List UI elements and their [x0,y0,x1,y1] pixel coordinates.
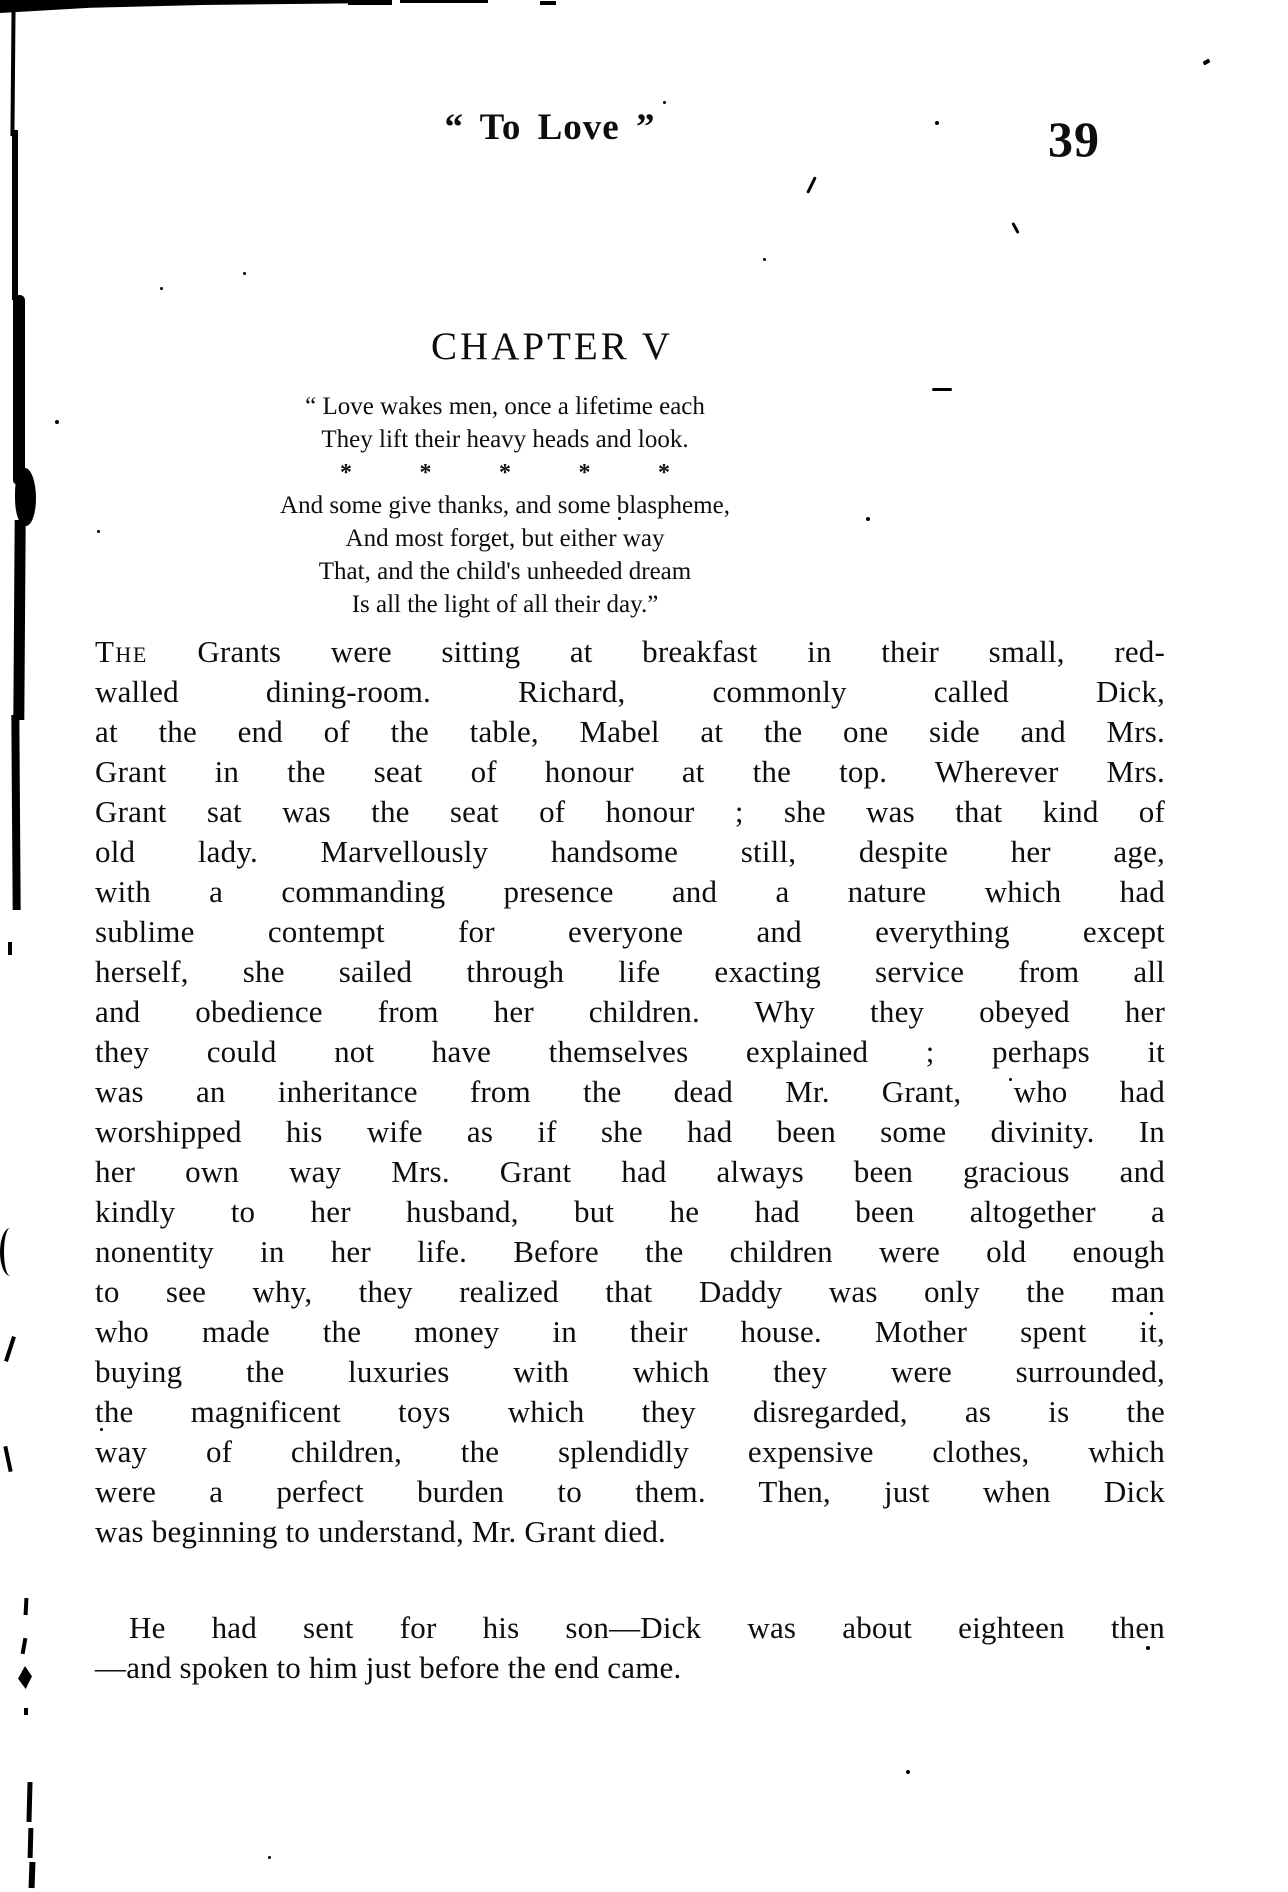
text-line: worshipped his wife as if she had been some divinity. In [95,1114,1165,1149]
scan-speck [243,272,246,275]
page-number: 39 [1048,111,1100,167]
scan-speck [906,1770,910,1774]
body-text [95,632,1165,1688]
scan-artifact-left-edge [12,130,18,300]
text-line: was an inheritance from the dead Mr. Grant, who had [95,1074,1165,1109]
asterisk: * [658,459,670,486]
scan-speck [763,258,766,261]
epigraph-stanza-2 [235,489,775,621]
epigraph-line: “ Love wakes men, once a lifetime each [305,393,705,420]
text-line: sublime contempt for everyone and everything except [95,914,1165,949]
scan-artifact-top-dash [540,1,556,5]
asterisk: * [578,459,591,486]
text-line-rest: Grants were sitting at breakfast in their small, red- [147,634,1165,669]
scan-artifact-left-edge [0,1228,17,1276]
epigraph-line: And some give thanks, and some blaspheme, [280,492,730,519]
scan-speck [97,530,100,533]
asterisk: * [419,459,432,486]
scan-speck [866,517,870,521]
text-line: Grant in the seat of honour at the top. Wherever Mrs. [95,754,1165,789]
asterisk: * [340,459,352,486]
scan-artifact-left-edge [3,1446,12,1472]
scan-speck [55,420,59,424]
scan-artifact-top-dash [348,0,392,5]
running-header-title: “ To Love ” [444,107,656,148]
text-line: her own way Mrs. Grant had always been gracious and [95,1154,1165,1189]
scan-speck [663,101,666,104]
text-line: walled dining-room. Richard, commonly called Dick, [95,674,1165,709]
chapter-heading: CHAPTER V [431,325,673,368]
scan-artifact-left-edge [15,468,36,526]
asterisk: * [499,459,511,486]
epigraph-line: Is all the light of all their day.” [351,591,659,618]
scan-artifact-left-edge [24,1708,28,1715]
text-line: the magnificent toys which they disregarded, as is the [95,1394,1165,1429]
text-line: they could not have themselves explained ; perhaps it [95,1034,1165,1069]
scan-artifact-top-band [0,0,348,13]
text-line: was beginning to understand, Mr. Grant died. [95,1514,667,1549]
text-line: Grant sat was the seat of honour ; she was that kind of [95,794,1165,829]
scan-speck [1011,222,1019,234]
epigraph-line: And most forget, but either way [345,525,665,552]
text-line: were a perfect burden to them. Then, just when Dick [95,1474,1165,1509]
scan-speck [932,388,952,391]
text-line: herself, she sailed through life exacting service from all [95,954,1165,989]
scan-speck [1202,59,1210,66]
scan-speck [160,287,163,290]
paragraph-lead-word: The [95,634,148,669]
text-line: —and spoken to him just before the end came. [95,1650,682,1685]
scan-artifact-left-edge [18,1666,32,1689]
scan-artifact-left-edge [8,942,12,955]
text-line: with a commanding presence and a nature which had [95,874,1165,909]
scan-speck [806,176,817,193]
text-line [95,632,1165,672]
scan-artifact-left-edge [26,1782,32,1822]
scan-speck [268,1856,271,1859]
text-line: nonentity in her life. Before the children were old enough [95,1234,1165,1269]
scan-artifact-left-edge [24,1598,29,1615]
text-line: buying the luxuries with which they were surrounded, [95,1354,1165,1389]
scan-artifact-left-edge [4,1336,16,1362]
scan-artifact-left-edge [11,715,20,910]
epigraph-stanza-1 [235,390,775,456]
scan-artifact-left-edge [29,1862,36,1888]
scan-artifact-left-edge [21,1638,28,1654]
paragraph-2 [95,1608,1165,1688]
text-line: and obedience from her children. Why they obeyed her [95,994,1165,1029]
text-line: to see why, they realized that Daddy was only the man [95,1274,1165,1309]
asterisk-separator [340,456,670,489]
text-line: old lady. Marvellously handsome still, despite her age, [95,834,1165,869]
epigraph-line: They lift their heavy heads and look. [321,426,689,453]
text-line: He had sent for his son—Dick was about eighteen then [129,1610,1165,1645]
text-line: kindly to her husband, but he had been altogether a [95,1194,1165,1229]
text-line: at the end of the table, Mabel at the one side and Mrs. [95,714,1165,749]
paragraph-lines [95,1608,1165,1688]
text-line: who made the money in their house. Mother spent it, [95,1314,1165,1349]
epigraph [235,390,775,621]
scan-artifact-top-dash [400,0,488,3]
epigraph-line: That, and the child's unheeded dream [318,558,692,585]
scan-artifact-left-edge [28,1828,34,1858]
paragraph-1 [95,632,1165,1552]
text-line: way of children, the splendidly expensive clothes, which [95,1434,1165,1469]
paragraph-lines [95,672,1165,1552]
scan-artifact-left-edge [13,520,25,720]
